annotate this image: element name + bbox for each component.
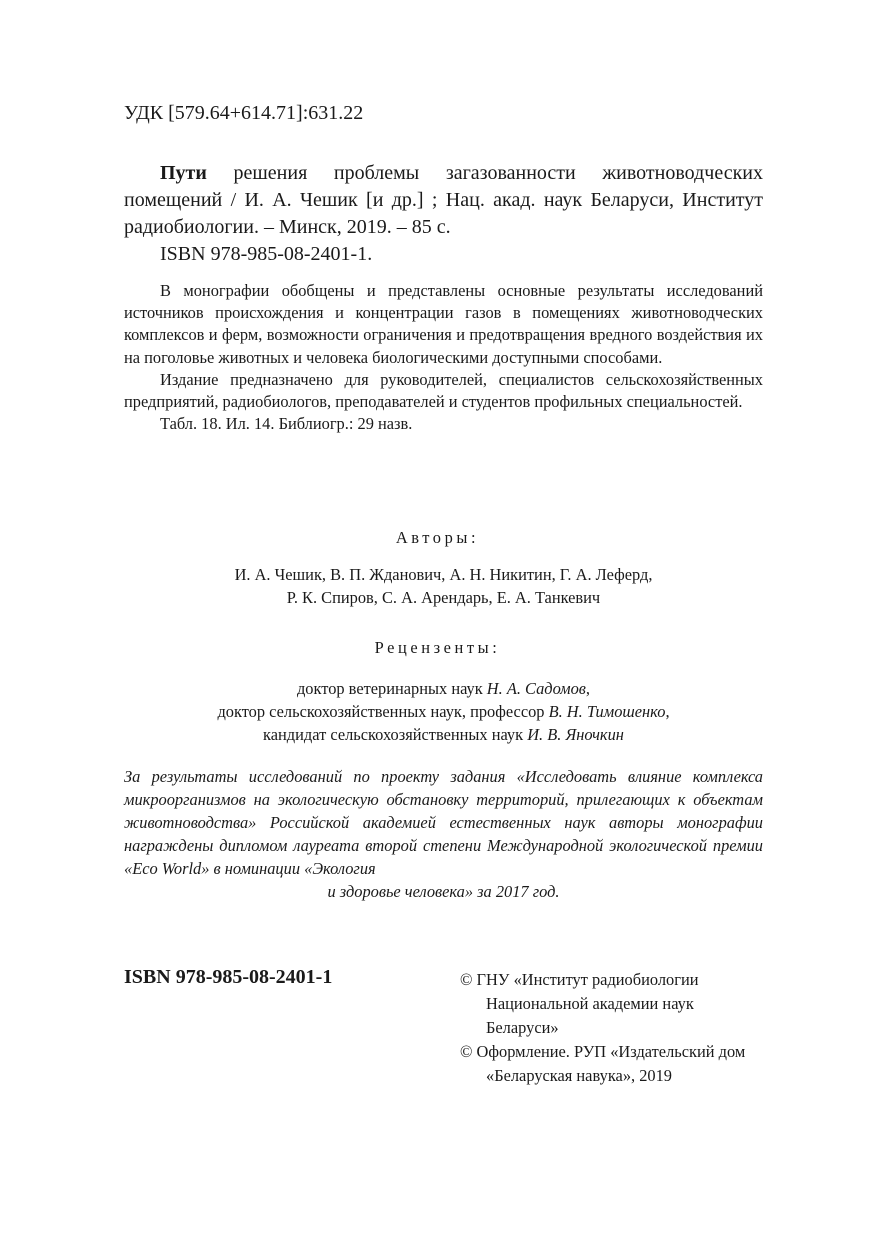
reviewer-degree: кандидат сельскохозяйственных наук <box>263 725 528 744</box>
award-note <box>124 765 763 903</box>
reviewer-degree: доктор сельскохозяйственных наук, профессор <box>217 702 549 721</box>
reviewer-punct: , <box>665 702 670 721</box>
reviewer-name: Н. А. Садомов <box>486 679 586 698</box>
bibliographic-record <box>124 160 763 241</box>
bibliographic-description: решения проблемы загазованности животноводческих помещений / И. А. Чешик [и др.] ; Нац. акад. наук Беларуси, Институт радиобиологии. – Минск, 2019. – 85 с. <box>124 162 763 238</box>
isbn-bottom: ISBN 978-985-08-2401-1 <box>124 966 333 988</box>
authors-heading: Авторы: <box>395 528 480 547</box>
reviewer-line <box>124 723 763 746</box>
reviewer-name: В. Н. Тимошенко <box>548 702 666 721</box>
copyright-publisher: © Оформление. РУП «Издательский дом «Беларуская навука», 2019 <box>460 1042 746 1085</box>
annotation-stats: Табл. 18. Ил. 14. Библиогр.: 29 назв. <box>160 414 413 434</box>
authors-line: Р. К. Спиров, С. А. Арендарь, Е. А. Танкевич <box>286 588 601 607</box>
award-text: За результаты исследований по проекту задания «Исследовать влияние комплекса микроорганизмов на экологическую обстановку территорий, прилегающих к объектам животноводства» Российской академией естественных наук авторы монографии награждены дипломом лауреата второй степени Международной экологической премии «Eco World» в номинации «Экология <box>124 767 763 878</box>
reviewer-line <box>124 700 763 723</box>
annotation-paragraph: Издание предназначено для руководителей, специалистов сельскохозяйственных предприятий, радиобиологов, преподавателей и студентов профильных специальностей. <box>124 369 763 412</box>
reviewer-line <box>124 677 763 700</box>
reviewer-name: И. В. Яночкин <box>527 725 624 744</box>
reviewers-list <box>124 677 763 746</box>
authors-line: И. А. Чешик, В. П. Жданович, А. Н. Никитин, Г. А. Леферд, <box>234 565 653 584</box>
reviewer-degree: доктор ветеринарных наук <box>296 679 487 698</box>
copyright-block <box>460 968 770 1088</box>
reviewer-punct: , <box>585 679 591 698</box>
udk-code: УДК [579.64+614.71]:631.22 <box>124 102 364 124</box>
authors-list <box>124 563 763 609</box>
isbn-line: ISBN 978-985-08-2401-1. <box>160 243 373 265</box>
copyright-institute: © ГНУ «Институт радиобиологии Национальной академии наук Беларуси» <box>460 970 699 1037</box>
book-title-lead: Пути <box>160 162 207 184</box>
award-text-last-line: и здоровье человека» за 2017 год. <box>327 882 560 901</box>
annotation-paragraph: В монографии обобщены и представлены основные результаты исследований источников происхождения и концентрации газов в помещениях животноводческих комплексов и ферм, возможности ограничения и предотвращения вредного воздействия их на поголовье животных и человека биологическими доступными способами. <box>124 281 763 367</box>
reviewers-heading: Рецензенты: <box>374 638 501 657</box>
annotation <box>124 280 763 435</box>
